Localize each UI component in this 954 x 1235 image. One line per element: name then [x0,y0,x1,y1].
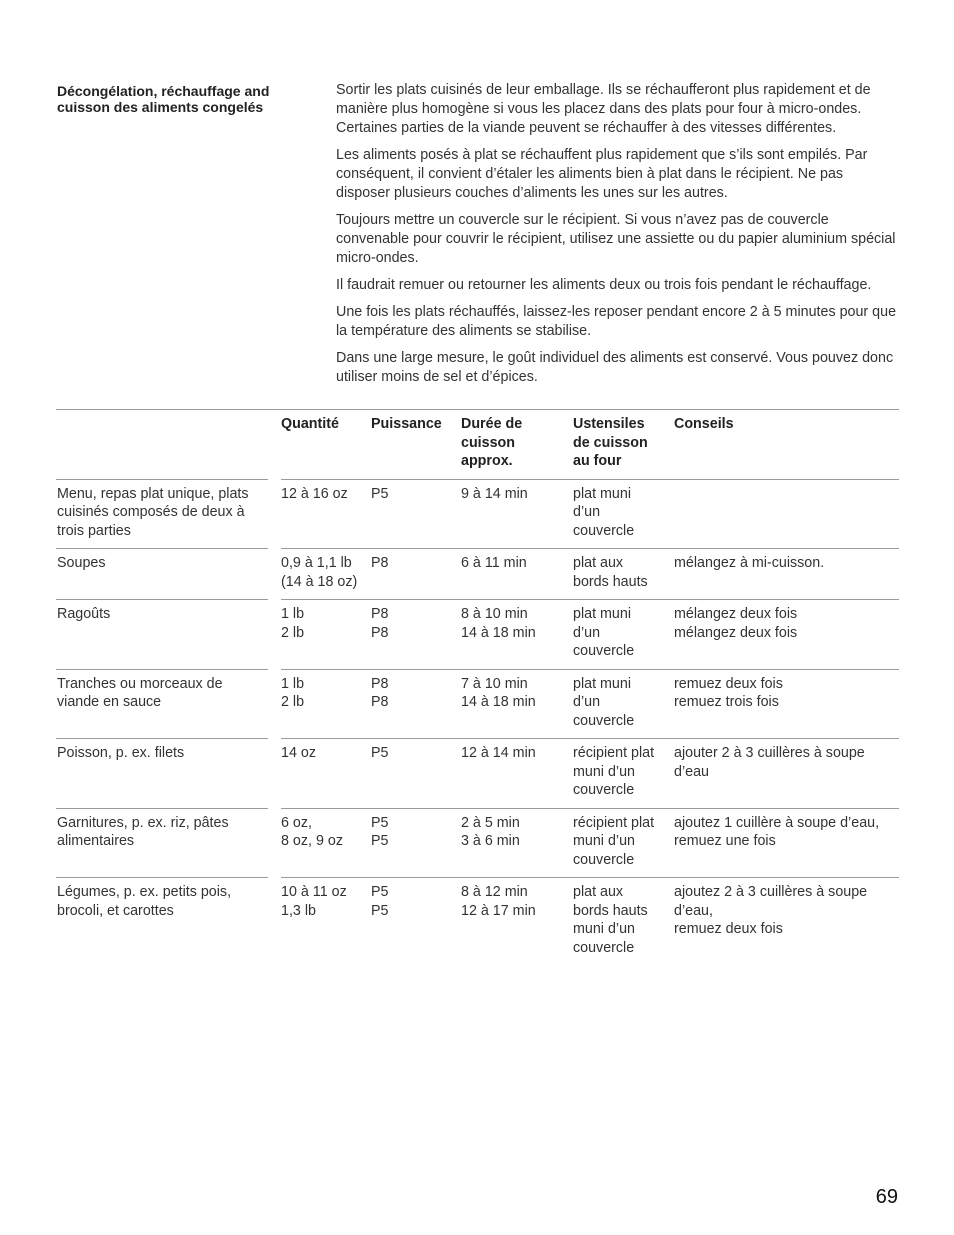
header-label: Ustensiles [573,416,645,432]
food-cell [56,878,268,966]
table-row [56,549,899,600]
cell-line: Garnitures, p. ex. riz, pâtes [57,814,229,831]
cell-line: ajoutez 2 à 3 cuillères à soupe [674,884,868,900]
time-cell [461,549,573,600]
section-heading [57,83,317,115]
cell-line: 8 oz, 9 oz [281,833,343,849]
section-heading-line: cuisson des aliments congelés [57,99,264,115]
quantity-cell [281,549,371,600]
power-cell [371,878,461,966]
cell-line: Menu, repas plat unique, plats [57,485,249,502]
food-cell [56,669,268,739]
time-cell [461,808,573,878]
cell-line: 2 lb [281,624,305,641]
cell-line: Soupes [57,555,106,571]
cell-line: 12 à 14 min [461,745,536,761]
cell-line: P8 [371,675,389,692]
tips-cell [674,669,899,739]
cell-line: plat muni [573,606,632,622]
time-cell [461,479,573,549]
cell-line: 9 à 14 min [461,485,528,502]
cell-line: 1 lb [281,675,305,692]
cell-line: alimentaires [57,833,135,849]
intro-paragraph: Une fois les plats réchauffés, laissez-les reposer pendant encore 2 à 5 minutes pour que la température des aliments se stabilise. [336,304,897,339]
time-cell [461,878,573,966]
cell-line: P5 [371,745,389,761]
time-cell [461,669,573,739]
power-cell [371,479,461,549]
cell-line: mélangez deux fois [674,606,798,622]
intro-paragraph: Sortir les plats cuisinés de leur emballage. Ils se réchaufferont plus rapidement et de manière plus homogène si vous les placez dans des plats pour four à micro-ondes. Certaines parties de la viande peuvent se réchauffer à des vitesses différentes. [336,82,871,136]
column-spacer [268,479,281,549]
cell-line: mélangez à mi-cuisson. [674,555,825,571]
cell-line: 10 à 11 oz [281,884,347,900]
cell-line: Poisson, p. ex. filets [57,745,185,761]
utensil-cell [573,479,674,549]
column-spacer [268,739,281,809]
cell-line: 12 à 16 oz [281,485,348,502]
quantity-cell [281,878,371,966]
intro-paragraph: Dans une large mesure, le goût individuel des aliments est conservé. Vous pouvez donc utiliser moins de sel et d’épices. [336,350,894,385]
cell-line: P5 [371,814,389,831]
food-cell [56,739,268,809]
intro-paragraph: Les aliments posés à plat se réchauffent plus rapidement que s’ils sont empilés. Par conséquent, il convient d’étaler les aliments bien à plat dans le récipient. Ne pas disposer plusieurs couches d’aliments les unes sur les autres. [336,147,868,201]
food-cell [56,808,268,878]
food-cell [56,479,268,549]
cell-line: 0,9 à 1,1 lb [281,555,352,571]
cell-line: 8 à 12 min [461,884,528,900]
header-label: cuisson [461,434,516,451]
quantity-cell [281,600,371,670]
cell-line: P8 [371,694,389,710]
header-label: Quantité [281,416,339,432]
cell-line: muni d’un [573,921,635,937]
cell-line: 14 à 18 min [461,694,536,710]
page-number: 69 [875,1186,898,1208]
cell-line: (14 à 18 oz) [281,573,358,590]
cell-line: d’eau, [674,902,713,919]
utensil-cell [573,600,674,670]
table-header-row [56,410,899,480]
power-cell [371,600,461,670]
cell-line: récipient plat [573,745,655,761]
cell-line: 12 à 17 min [461,902,536,919]
cell-line: P5 [371,902,389,919]
cell-line: 1,3 lb [281,902,316,919]
utensil-cell [573,669,674,739]
cell-line: P8 [371,555,389,571]
cell-line: brocoli, et carottes [57,902,174,919]
utensil-cell [573,808,674,878]
table-row [56,878,899,966]
header-label: Conseils [674,416,734,432]
cell-line: muni d’un [573,763,635,780]
header-label: approx. [461,453,513,469]
column-spacer [268,808,281,878]
cell-line: remuez une fois [674,833,776,849]
utensil-cell [573,739,674,809]
cell-line: 1 lb [281,606,305,622]
cell-line: 6 oz, [281,814,312,831]
power-header [371,410,461,480]
utensil-cell [573,549,674,600]
cell-line: 14 à 18 min [461,624,536,641]
power-cell [371,808,461,878]
time-cell [461,739,573,809]
cell-line: remuez deux fois [674,675,783,692]
cell-line: d’un [573,504,601,520]
table-row [56,739,899,809]
cell-line: muni d’un [573,833,635,849]
header-label: Puissance [371,416,442,432]
quantity-cell [281,669,371,739]
column-spacer [268,549,281,600]
cell-line: couvercle [573,643,635,659]
header-label: au four [573,453,622,469]
time-header [461,410,573,480]
cell-line: P5 [371,485,389,502]
food-header [56,410,268,480]
cell-line: plat aux [573,884,624,900]
table-row [56,669,899,739]
tips-cell [674,479,899,549]
cell-line: bords hauts [573,902,648,919]
power-cell [371,739,461,809]
cell-line: remuez trois fois [674,694,779,710]
cell-line: d’un [573,694,601,710]
quantity-header [281,410,371,480]
cell-line: 14 oz [281,745,316,761]
cell-line: 7 à 10 min [461,675,528,692]
table-row [56,600,899,670]
quantity-cell [281,739,371,809]
cell-line: plat muni [573,485,632,502]
cell-line: 6 à 11 min [461,555,527,571]
cell-line: 8 à 10 min [461,606,528,622]
power-cell [371,549,461,600]
tips-header [674,410,899,480]
cell-line: d’eau [674,763,709,780]
cell-line: P8 [371,624,389,641]
cooking-table [56,409,899,965]
tips-cell [674,808,899,878]
cell-line: couvercle [573,939,635,956]
cell-line: Tranches ou morceaux de [57,675,223,692]
section-heading-line: Décongélation, réchauffage and [57,83,270,99]
utensil-cell [573,878,674,966]
quantity-cell [281,479,371,549]
utensil-header [573,410,674,480]
cell-line: plat muni [573,675,632,692]
cell-line: couvercle [573,782,635,798]
cell-line: P8 [371,606,389,622]
cell-line: couvercle [573,851,635,868]
cell-line: couvercle [573,522,635,539]
power-cell [371,669,461,739]
intro-text [336,81,900,395]
cell-line: ajouter 2 à 3 cuillères à soupe [674,745,865,761]
cell-line: 2 à 5 min [461,814,520,831]
cell-line: couvercle [573,712,635,729]
cell-line: P5 [371,884,389,900]
tips-cell [674,739,899,809]
cell-line: récipient plat [573,814,655,831]
cell-line: cuisinés composés de deux à [57,504,245,520]
column-spacer [268,878,281,966]
cell-line: trois parties [57,522,131,539]
cell-line: Ragoûts [57,606,111,622]
food-cell [56,600,268,670]
table-row [56,479,899,549]
cell-line: remuez deux fois [674,921,783,937]
column-spacer [268,600,281,670]
header-label: de cuisson [573,434,648,451]
column-spacer [268,669,281,739]
quantity-cell [281,808,371,878]
intro-paragraph: Il faudrait remuer ou retourner les aliments deux ou trois fois pendant le réchauffage. [336,277,872,293]
table-body [56,479,899,965]
cell-line: plat aux [573,555,624,571]
intro-paragraph: Toujours mettre un couvercle sur le récipient. Si vous n’avez pas de couvercle convenable pour couvrir le récipient, utilisez une assiette ou du papier aluminium spécial micro-ondes. [336,212,896,266]
cell-line: bords hauts [573,573,648,590]
time-cell [461,600,573,670]
table-row [56,808,899,878]
column-spacer [268,410,281,480]
tips-cell [674,549,899,600]
cell-line: d’un [573,624,601,641]
cell-line: Légumes, p. ex. petits pois, [57,884,232,900]
cell-line: mélangez deux fois [674,624,798,641]
cell-line: 3 à 6 min [461,833,520,849]
cell-line: P5 [371,833,389,849]
header-label: Durée de [461,416,523,432]
tips-cell [674,878,899,966]
cell-line: ajoutez 1 cuillère à soupe d’eau, [674,814,880,831]
food-cell [56,549,268,600]
tips-cell [674,600,899,670]
cell-line: 2 lb [281,694,305,710]
cell-line: viande en sauce [57,694,162,710]
